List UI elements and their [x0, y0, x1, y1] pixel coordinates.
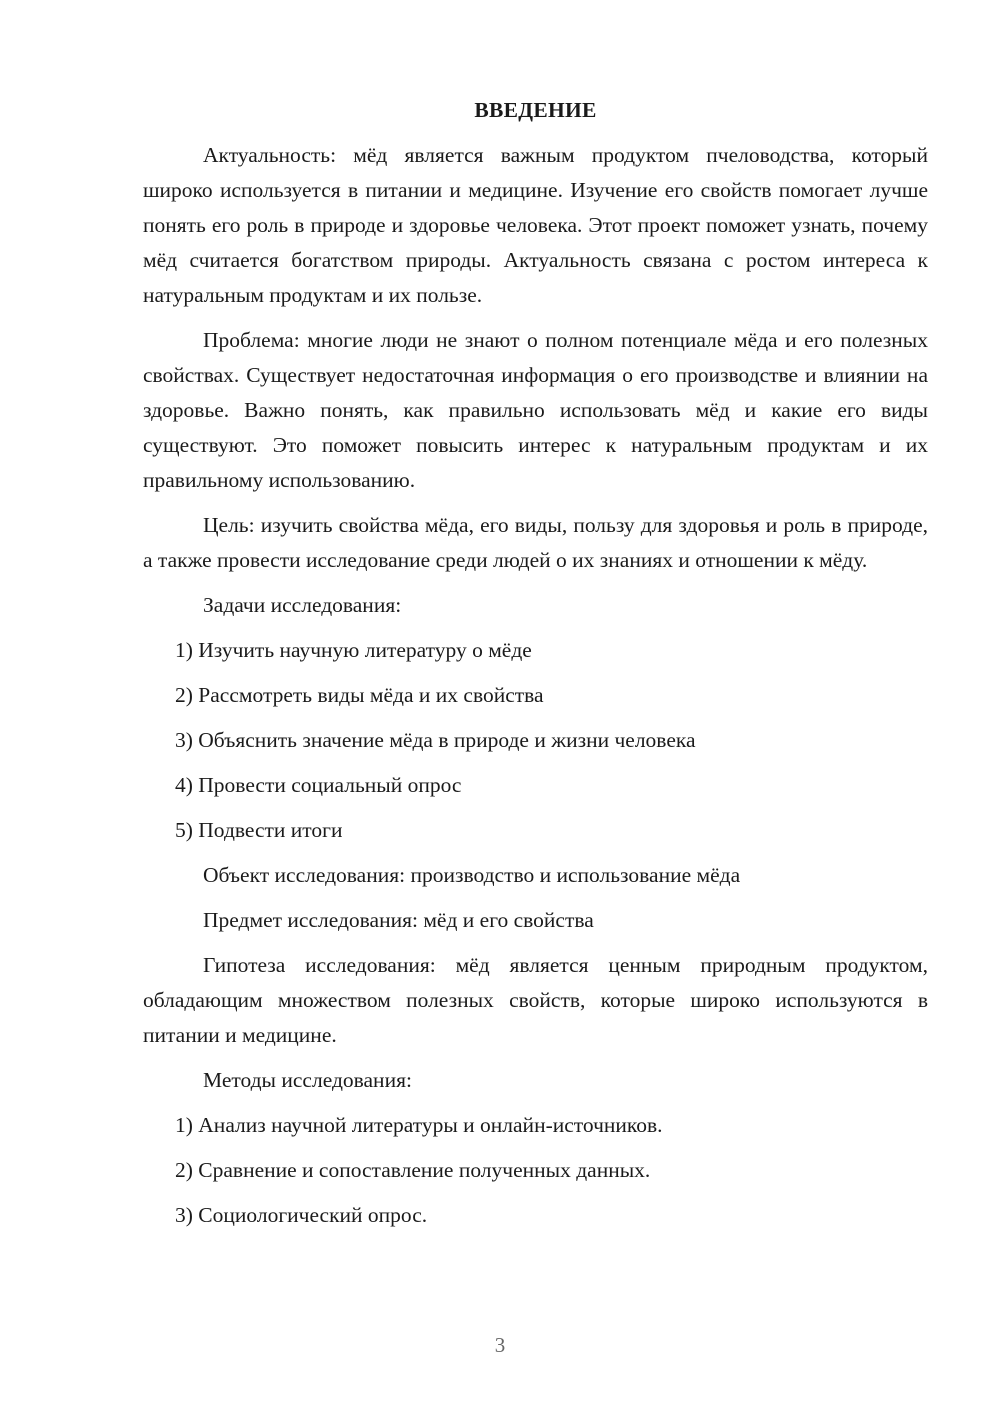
task-item: 1) Изучить научную литературу о мёде — [175, 638, 532, 662]
research-subject: Предмет исследования: мёд и его свойства — [203, 908, 594, 932]
tasks-label: Задачи исследования: — [203, 593, 402, 617]
method-item: 3) Социологический опрос. — [175, 1203, 428, 1227]
methods-label: Методы исследования: — [203, 1068, 412, 1092]
hypothesis-paragraph: Гипотеза исследования: мёд является ценным природным продуктом, обладающим множеством полезных свойств, которые широко используются в питании и медицине. — [143, 953, 928, 1047]
task-item: 3) Объяснить значение мёда в природе и жизни человека — [175, 728, 696, 752]
method-item: 2) Сравнение и сопоставление полученных данных. — [175, 1158, 651, 1182]
page-number: 3 — [494, 1333, 506, 1357]
method-item: 1) Анализ научной литературы и онлайн-источников. — [175, 1113, 663, 1137]
problem-paragraph: Проблема: многие люди не знают о полном потенциале мёда и его полезных свойствах. Существует недостаточная информация о его производстве и влиянии на здоровье. Важно понять, как правильно использовать мёд и какие его виды существуют. Это поможет повысить интерес к натуральным продуктам и их правильному использованию. — [143, 328, 928, 492]
task-item: 5) Подвести итоги — [175, 818, 343, 842]
page-title: ВВЕДЕНИЕ — [474, 98, 597, 122]
goal-paragraph: Цель: изучить свойства мёда, его виды, пользу для здоровья и роль в природе, а также провести исследование среди людей о их знаниях и отношении к мёду. — [143, 513, 928, 572]
relevance-paragraph: Актуальность: мёд является важным продуктом пчеловодства, который широко используется в питании и медицине. Изучение его свойств помогает лучше понять его роль в природе и здоровье человека. Этот проект поможет узнать, почему мёд считается богатством природы. Актуальность связана с ростом интереса к натуральным продуктам и их пользе. — [143, 143, 928, 307]
document-page — [143, 93, 928, 1243]
task-item: 4) Провести социальный опрос — [175, 773, 462, 797]
task-item: 2) Рассмотреть виды мёда и их свойства — [175, 683, 544, 707]
research-object: Объект исследования: производство и использование мёда — [203, 863, 741, 887]
